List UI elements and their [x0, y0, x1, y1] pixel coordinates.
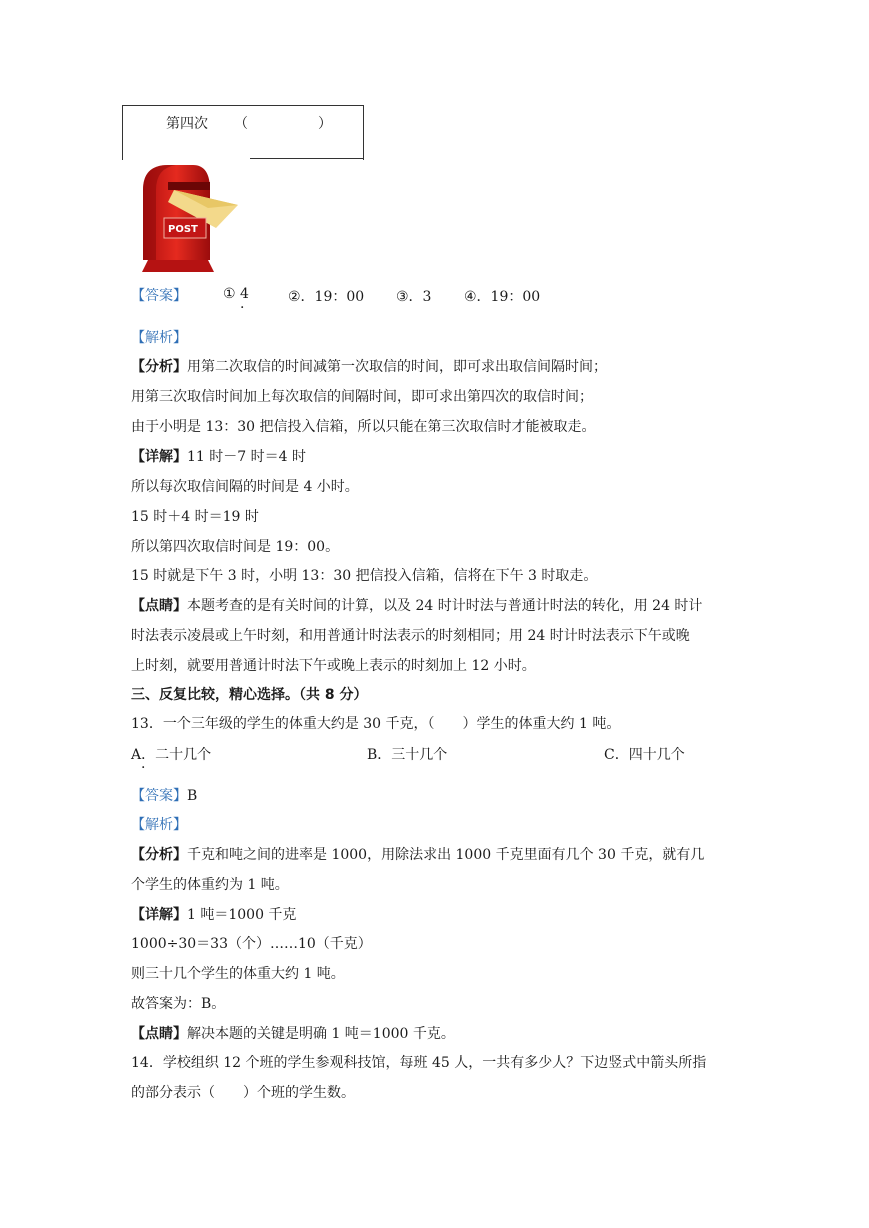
answer-3: ③．3	[396, 289, 432, 305]
dianjing-line-3: 上时刻，就要用普通计时法下午或晚上表示的时刻加上 12 小时。	[131, 658, 536, 674]
answer-tag: 【答案】	[131, 288, 187, 304]
table-fragment-bottom-border	[250, 158, 363, 159]
q13-xiangjie-tag: 【详解】	[131, 907, 187, 923]
xiangjie-text-1: 11 时－7 时＝4 时	[187, 449, 306, 465]
answer-2: ②．19：00	[288, 289, 365, 305]
q13-answer-line	[131, 786, 197, 806]
xiangjie-line-1	[131, 447, 306, 467]
dianjing-line-1	[131, 596, 702, 616]
fenxi-tag: 【分析】	[131, 359, 187, 375]
q13-xiangjie-line-4: 故答案为：B。	[131, 996, 226, 1012]
section-heading: 三、反复比较，精心选择。（共 8 分）	[131, 687, 368, 703]
q13-xiangjie-line-1	[131, 905, 296, 925]
answer-1: ① 4	[223, 286, 249, 302]
q13-stem: 13．一个三年级的学生的体重大约是 30 千克，（ ）学生的体重大约 1 吨。	[131, 716, 621, 732]
fenxi-text-1: 用第二次取信的时间减第一次取信的时间，即可求出取信间隔时间；	[187, 359, 607, 375]
xiangjie-line-5: 15 时就是下午 3 时，小明 13：30 把信投入信箱，信将在下午 3 时取走。	[131, 568, 598, 584]
q13-xiangjie-line-2: 1000÷30＝33（个）……10（千克）	[131, 936, 372, 952]
analysis-tag: 【解析】	[131, 330, 187, 346]
q13-fenxi-line-1	[131, 845, 704, 865]
q13-option-a: A．二十几个	[131, 747, 212, 763]
table-blank: （ ）	[234, 116, 332, 132]
q13-option-b: B．三十几个	[367, 747, 448, 763]
q13-dianjing-text-1: 解决本题的关键是明确 1 吨＝1000 千克。	[187, 1026, 455, 1042]
emphasis-dot: ·	[240, 300, 245, 316]
q13-xiangjie-text-1: 1 吨＝1000 千克	[187, 907, 297, 923]
q13-fenxi-tag: 【分析】	[131, 847, 187, 863]
xiangjie-line-3: 15 时＋4 时＝19 时	[131, 509, 259, 525]
mailbox-post-sign: POST	[168, 224, 198, 235]
q13-analysis-tag: 【解析】	[131, 817, 187, 833]
dianjing-tag: 【点睛】	[131, 598, 187, 614]
xiangjie-line-2: 所以每次取信间隔的时间是 4 小时。	[131, 479, 359, 495]
q14-stem-line-1: 14．学校组织 12 个班的学生参观科技馆，每班 45 人，一共有多少人？下边竖式中箭头所指	[131, 1055, 707, 1071]
mailbox-illustration	[138, 160, 248, 275]
dianjing-line-2: 时法表示凌晨或上午时刻，和用普通计时法表示的时刻相同；用 24 时计时法表示下午或晚	[131, 628, 690, 644]
q13-fenxi-text-1: 千克和吨之间的进率是 1000，用除法求出 1000 千克里面有几个 30 千克，就有几	[187, 847, 705, 863]
q13-xiangjie-line-3: 则三十几个学生的体重大约 1 吨。	[131, 966, 345, 982]
xiangjie-line-4: 所以第四次取信时间是 19：00。	[131, 539, 340, 555]
q13-fenxi-line-2: 个学生的体重约为 1 吨。	[131, 877, 289, 893]
fenxi-line-3: 由于小明是 13：30 把信投入信箱，所以只能在第三次取信时才能被取走。	[131, 419, 596, 435]
xiangjie-tag: 【详解】	[131, 449, 187, 465]
q14-stem-line-2: 的部分表示（ ）个班的学生数。	[131, 1085, 355, 1101]
emphasis-dot: ·	[141, 760, 146, 776]
table-label-fourth: 第四次	[166, 116, 208, 132]
fenxi-line-2: 用第三次取信时间加上每次取信的间隔时间，即可求出第四次的取信时间；	[131, 389, 593, 405]
answer-4: ④．19：00	[464, 289, 541, 305]
q13-answer-tag: 【答案】	[131, 788, 187, 804]
dianjing-text-1: 本题考查的是有关时间的计算，以及 24 时计时法与普通计时法的转化，用 24 时计	[187, 598, 703, 614]
q13-option-c: C．四十几个	[604, 747, 685, 763]
q13-dianjing-line-1	[131, 1024, 455, 1044]
fenxi-line-1	[131, 357, 607, 377]
q13-dianjing-tag: 【点睛】	[131, 1026, 187, 1042]
q13-answer-value: B	[187, 788, 198, 804]
